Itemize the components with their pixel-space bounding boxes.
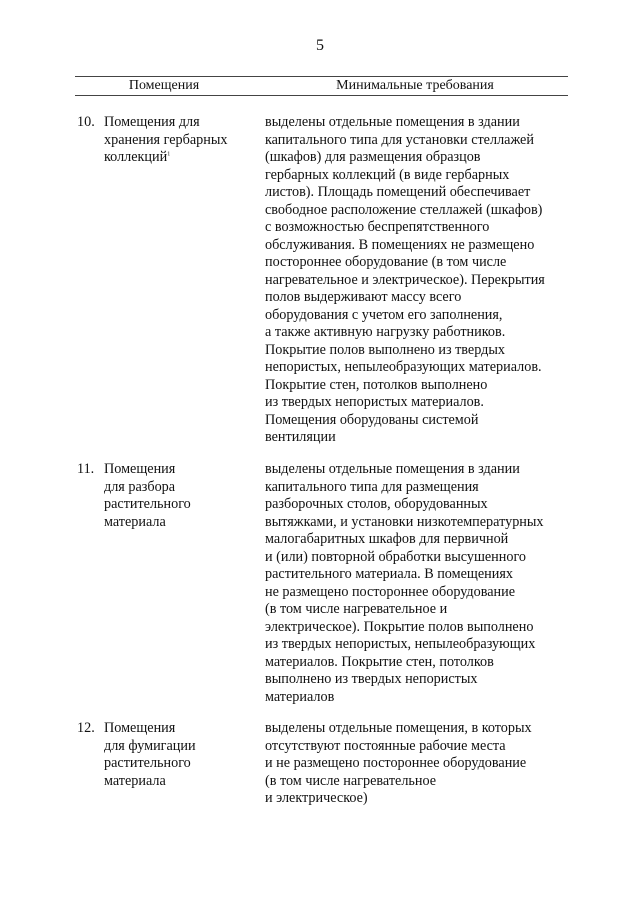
requirement-line: полов выдерживают массу всего: [265, 289, 462, 305]
room-name: [104, 461, 254, 531]
page-number: 5: [316, 37, 324, 54]
requirement-line: вентиляции: [265, 429, 336, 445]
requirement-line: постороннее оборудование (в том числе: [265, 254, 507, 270]
requirement-line: выделены отдельные помещения в здании: [265, 114, 520, 130]
requirement-line: (в том числе нагревательное: [265, 772, 437, 789]
requirement-line: капитального типа для размещения: [265, 478, 479, 495]
room-name-line: материала: [104, 772, 166, 789]
requirement-line: Помещения оборудованы системой: [265, 411, 479, 428]
requirement-line: Покрытие полов выполнено из твердых: [265, 341, 505, 358]
room-name-line: Помещения: [104, 720, 176, 736]
requirement-line: (шкафов) для размещения образцов: [265, 149, 481, 165]
requirement-line: и не размещено постороннее оборудование: [265, 755, 527, 771]
requirement-line: материалов: [265, 688, 335, 705]
header-requirements: Минимальные требования: [336, 78, 494, 93]
requirement-line: не размещено постороннее оборудование: [265, 583, 516, 600]
room-name-line: Помещения для: [104, 114, 200, 130]
requirement-line: обслуживания. В помещениях не размещено: [265, 236, 535, 253]
row-number: 10.: [77, 114, 95, 130]
room-name-line: растительного: [104, 496, 191, 512]
requirement-line: непористых, непылеобразующих материалов.: [265, 359, 542, 375]
room-name-line: [104, 149, 254, 167]
requirement-line: и (или) повторной обработки высушенного: [265, 548, 527, 565]
requirement-line: материалов. Покрытие стен, потолков: [265, 653, 494, 670]
requirements-text: [265, 720, 568, 808]
requirement-line: с возможностью беспрепятственного: [265, 219, 490, 235]
requirement-line: растительного материала. В помещениях: [265, 566, 513, 582]
requirement-line: а также активную нагрузку работников.: [265, 324, 506, 340]
requirement-line: разборочных столов, оборудованных: [265, 496, 488, 512]
room-name: [104, 720, 254, 790]
table-header: [75, 76, 568, 96]
room-name-text: коллекций: [104, 149, 168, 165]
requirement-line: листов). Площадь помещений обеспечивает: [265, 184, 531, 200]
requirement-line: (в том числе нагревательное и: [265, 601, 448, 617]
requirements-text: [265, 114, 568, 447]
room-name: [104, 114, 254, 167]
room-name-line: растительного: [104, 755, 191, 771]
requirement-line: оборудования с учетом его заполнения,: [265, 306, 503, 323]
room-name-line: хранения гербарных: [104, 131, 228, 148]
requirement-line: выделены отдельные помещения, в которых: [265, 720, 532, 736]
room-name-line: для разбора: [104, 478, 176, 495]
requirement-line: капитального типа для установки стеллажей: [265, 131, 534, 148]
room-name-line: материала: [104, 513, 166, 530]
row-number: 12.: [77, 720, 95, 736]
requirement-line: из твердых непористых, непылеобразующих: [265, 636, 536, 652]
requirement-line: выделены отдельные помещения в здании: [265, 461, 520, 477]
requirement-line: выполнено из твердых непористых: [265, 671, 478, 687]
row-number: 11.: [77, 461, 95, 477]
requirement-line: вытяжками, и установки низкотемпературных: [265, 513, 544, 530]
requirement-line: свободное расположение стеллажей (шкафов): [265, 201, 543, 218]
room-name-line: Помещения: [104, 461, 176, 477]
requirement-line: из твердых непористых материалов.: [265, 394, 484, 410]
requirement-line: гербарных коллекций (в виде гербарных: [265, 166, 510, 183]
header-rooms: Помещения: [128, 78, 200, 93]
requirement-line: отсутствуют постоянные рабочие места: [265, 737, 506, 754]
requirement-line: Покрытие стен, потолков выполнено: [265, 376, 488, 393]
room-name-line: для фумигации: [104, 737, 196, 754]
footnote-marker: 1: [167, 151, 171, 158]
requirement-line: и электрическое): [265, 790, 368, 806]
requirement-line: электрическое). Покрытие полов выполнено: [265, 618, 534, 635]
requirements-text: [265, 461, 568, 706]
requirement-line: нагревательное и электрическое). Перекрытия: [265, 271, 545, 288]
requirement-line: малогабаритных шкафов для первичной: [265, 531, 509, 547]
